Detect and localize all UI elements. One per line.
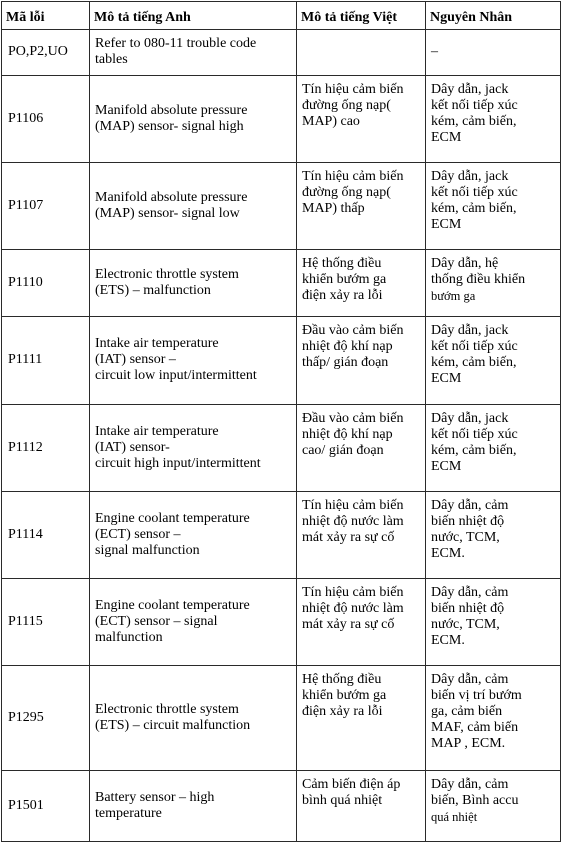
text-line: Dây dẫn, jack [431, 81, 509, 97]
cell-cause [426, 162, 561, 249]
text-line: thống điều khiển [431, 272, 526, 288]
text-line: ECM. [431, 633, 465, 649]
text-line: quá nhiệt [431, 809, 478, 824]
cell-english [90, 317, 297, 404]
text-line: – [431, 44, 438, 60]
cell-code: P1295 [2, 666, 90, 771]
cell-code: P1115 [2, 579, 90, 666]
text-line: mát xảy ra sự cố [302, 529, 395, 545]
text-line: (ECT) sensor – [95, 526, 181, 542]
text-line: Electronic throttle system [95, 267, 239, 283]
text-line: MAP) cao [302, 113, 360, 129]
text-line: Đầu vào cảm biến [302, 410, 404, 426]
text-line: ECM [431, 458, 462, 474]
text-line: MAF, cảm biến [431, 720, 519, 736]
text-line: kết nối tiếp xúc [431, 339, 518, 355]
text-line: Dây dẫn, cảm [431, 497, 509, 513]
cell-english [90, 162, 297, 249]
text-line: MAP , ECM. [431, 736, 506, 752]
text-line: kết nối tiếp xúc [431, 97, 518, 113]
cell-english [90, 30, 297, 76]
text-line: Engine coolant temperature [95, 598, 250, 614]
text-line: biến, Bình accu [431, 792, 519, 808]
text-line: kém, cảm biến, [431, 442, 517, 458]
text-line: bình quá nhiệt [302, 792, 383, 808]
trouble-code-table [1, 1, 561, 842]
table-header-row [2, 2, 561, 30]
text-line: kém, cảm biến, [431, 200, 517, 216]
text-line: nhiệt độ khí nạp [302, 339, 393, 355]
text-line: Engine coolant temperature [95, 510, 250, 526]
cell-code: P1107 [2, 162, 90, 249]
cell-code: P1111 [2, 317, 90, 404]
table-row [2, 579, 561, 666]
cell-code: PO,P2,UO [2, 30, 90, 76]
text-line: ECM [431, 129, 462, 145]
text-line: điện xảy ra lỗi [302, 288, 383, 304]
cell-vietnamese [297, 250, 426, 317]
text-line: Dây dẫn, cảm [431, 776, 509, 792]
text-line: MAP) thấp [302, 200, 365, 216]
text-line: kết nối tiếp xúc [431, 184, 518, 200]
cell-english [90, 404, 297, 491]
text-line: Intake air temperature [95, 336, 219, 352]
table-row [2, 75, 561, 162]
cell-vietnamese [297, 162, 426, 249]
text-line: signal malfunction [95, 542, 200, 558]
text-line: Dây dẫn, jack [431, 323, 509, 339]
cell-vietnamese [297, 30, 426, 76]
table-row [2, 404, 561, 491]
text-line: temperature [95, 805, 162, 821]
text-line: circuit high input/intermittent [95, 455, 261, 471]
cell-cause [426, 770, 561, 841]
text-line: Refer to 080-11 trouble code [95, 36, 257, 52]
text-line: khiển bướm ga [302, 688, 387, 704]
text-line: thấp/ gián đoạn [302, 355, 389, 371]
text-line: Electronic throttle system [95, 702, 239, 718]
text-line: điện xảy ra lỗi [302, 704, 383, 720]
text-line: Tín hiệu cảm biến [302, 168, 404, 184]
text-line: (IAT) sensor- [95, 439, 170, 455]
text-line: cao/ gián đoạn [302, 442, 384, 458]
cell-cause [426, 491, 561, 578]
text-line: Đầu vào cảm biến [302, 323, 404, 339]
header-english-description: Mô tả tiếng Anh [90, 2, 297, 30]
text-line: Dây dẫn, cảm [431, 585, 509, 601]
table-row [2, 317, 561, 404]
text-line: tables [95, 52, 128, 68]
cell-code: P1114 [2, 491, 90, 578]
cell-cause [426, 30, 561, 76]
cell-vietnamese [297, 579, 426, 666]
text-line: kém, cảm biến, [431, 113, 517, 129]
text-line: Battery sensor – high [95, 789, 215, 805]
text-line: Tín hiệu cảm biến [302, 585, 404, 601]
table-row [2, 666, 561, 771]
text-line: ECM. [431, 545, 465, 561]
cell-vietnamese [297, 404, 426, 491]
text-line: ECM [431, 371, 462, 387]
text-line: (IAT) sensor – [95, 352, 176, 368]
text-line: (MAP) sensor- signal low [95, 206, 240, 222]
text-line: đường ống nạp( [302, 97, 391, 113]
cell-cause [426, 579, 561, 666]
cell-cause [426, 250, 561, 317]
cell-cause [426, 75, 561, 162]
cell-vietnamese [297, 491, 426, 578]
text-line: Manifold absolute pressure [95, 190, 248, 206]
cell-english [90, 250, 297, 317]
text-line: ga, cảm biến [431, 704, 503, 720]
header-cause: Nguyên Nhân [426, 2, 561, 30]
text-line: biến vị trí bướm [431, 688, 522, 704]
text-line: (MAP) sensor- signal high [95, 118, 244, 134]
cell-english [90, 666, 297, 771]
text-line: (ECT) sensor – signal [95, 614, 218, 630]
text-line: bướm ga [431, 289, 476, 304]
text-line: nước, TCM, [431, 617, 500, 633]
text-line: mát xảy ra sự cố [302, 617, 395, 633]
cell-code: P1110 [2, 250, 90, 317]
text-line: ECM [431, 216, 462, 232]
text-line: Hệ thống điều [302, 672, 382, 688]
cell-cause [426, 404, 561, 491]
cell-cause [426, 666, 561, 771]
cell-cause [426, 317, 561, 404]
text-line: nhiệt độ khí nạp [302, 426, 393, 442]
text-line: nhiệt độ nước làm [302, 513, 404, 529]
text-line: circuit low input/intermittent [95, 368, 257, 384]
header-code: Mã lỗi [2, 2, 90, 30]
table-row [2, 30, 561, 76]
text-line: nước, TCM, [431, 529, 500, 545]
text-line: biến nhiệt độ [431, 601, 505, 617]
text-line: biến nhiệt độ [431, 513, 505, 529]
table-row [2, 162, 561, 249]
cell-english [90, 770, 297, 841]
cell-english [90, 579, 297, 666]
text-line: Manifold absolute pressure [95, 102, 248, 118]
text-line: malfunction [95, 630, 163, 646]
table-row [2, 491, 561, 578]
table-row [2, 250, 561, 317]
text-line: Dây dẫn, jack [431, 410, 509, 426]
text-line: nhiệt độ nước làm [302, 601, 404, 617]
cell-code: P1106 [2, 75, 90, 162]
cell-vietnamese [297, 75, 426, 162]
cell-vietnamese [297, 317, 426, 404]
text-line: đường ống nạp( [302, 184, 391, 200]
cell-english [90, 491, 297, 578]
text-line: Tín hiệu cảm biến [302, 81, 404, 97]
text-line: (ETS) – malfunction [95, 283, 211, 299]
text-line: Tín hiệu cảm biến [302, 497, 404, 513]
cell-code: P1112 [2, 404, 90, 491]
cell-vietnamese [297, 770, 426, 841]
cell-vietnamese [297, 666, 426, 771]
text-line: khiển bướm ga [302, 272, 387, 288]
text-line: Dây dẫn, cảm [431, 672, 509, 688]
text-line: Intake air temperature [95, 423, 219, 439]
text-line: Dây dẫn, hệ [431, 256, 499, 272]
text-line: kém, cảm biến, [431, 355, 517, 371]
text-line: kết nối tiếp xúc [431, 426, 518, 442]
cell-english [90, 75, 297, 162]
text-line: Cảm biến điện áp [302, 776, 401, 792]
table-row [2, 770, 561, 841]
header-vietnamese-description: Mô tả tiếng Việt [297, 2, 426, 30]
cell-code: P1501 [2, 770, 90, 841]
text-line: (ETS) – circuit malfunction [95, 718, 251, 734]
text-line: Hệ thống điều [302, 256, 382, 272]
text-line: Dây dẫn, jack [431, 168, 509, 184]
